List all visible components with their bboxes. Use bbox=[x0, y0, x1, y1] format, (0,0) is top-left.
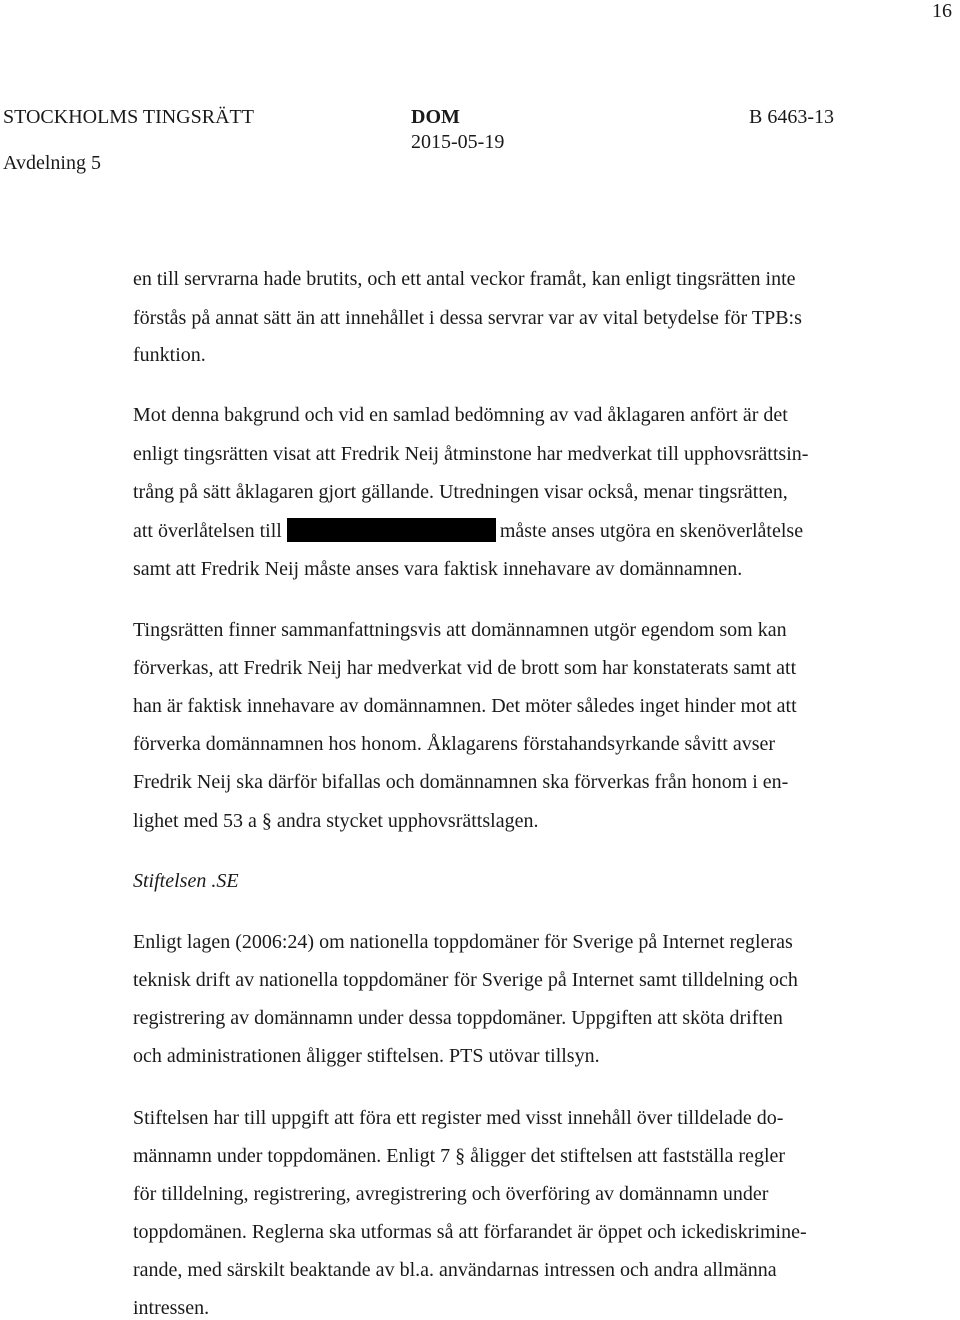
paragraph-line: förstås på annat sätt än att innehållet i dessa servrar var av vital betydelse för TPB:s bbox=[133, 307, 802, 329]
paragraph-line: Fredrik Neij ska därför bifallas och domännamnen ska förverkas från honom i en- bbox=[133, 771, 789, 793]
paragraph-line: trång på sätt åklagaren gjort gällande. Utredningen visar också, menar tingsrätten, bbox=[133, 481, 788, 503]
paragraph-line bbox=[133, 518, 803, 543]
paragraph-line: för tilldelning, registrering, avregistrering och överföring av domännamn under bbox=[133, 1183, 769, 1205]
paragraph-line: Mot denna bakgrund och vid en samlad bedömning av vad åklagaren anfört är det bbox=[133, 404, 788, 426]
paragraph-line: teknisk drift av nationella toppdomäner för Sverige på Internet samt tilldelning och bbox=[133, 969, 798, 991]
paragraph-line: förverka domännamnen hos honom. Åklagarens förstahandsyrkande såvitt avser bbox=[133, 733, 776, 755]
paragraph-line: enligt tingsrätten visat att Fredrik Neij åtminstone har medverkat till upphovsrättsin- bbox=[133, 443, 809, 465]
paragraph-line: funktion. bbox=[133, 344, 206, 366]
text-segment: att överlåtelsen till bbox=[133, 520, 282, 542]
paragraph-line: förverkas, att Fredrik Neij har medverkat vid de brott som har konstaterats samt att bbox=[133, 657, 797, 679]
page-number: 16 bbox=[932, 0, 952, 22]
case-number: B 6463-13 bbox=[749, 106, 834, 128]
section-heading: Stiftelsen .SE bbox=[133, 870, 239, 892]
court-name: STOCKHOLMS TINGSRÄTT bbox=[3, 106, 254, 128]
document-date: 2015-05-19 bbox=[411, 131, 505, 153]
division: Avdelning 5 bbox=[3, 152, 101, 174]
paragraph-line: männamn under toppdomänen. Enligt 7 § åligger det stiftelsen att fastställa regler bbox=[133, 1145, 786, 1167]
paragraph-line: och administrationen åligger stiftelsen. PTS utövar tillsyn. bbox=[133, 1045, 600, 1067]
paragraph-line: han är faktisk innehavare av domännamnen. Det möter således inget hinder mot att bbox=[133, 695, 797, 717]
paragraph-line: toppdomänen. Reglerna ska utformas så att förfarandet är öppet och ickediskrimine- bbox=[133, 1221, 807, 1243]
paragraph-line: Tingsrätten finner sammanfattningsvis att domännamnen utgör egendom som kan bbox=[133, 619, 787, 641]
paragraph-line: registrering av domännamn under dessa toppdomäner. Uppgiften att sköta driften bbox=[133, 1007, 783, 1029]
paragraph-line: Stiftelsen har till uppgift att föra ett register med visst innehåll över tilldelade do- bbox=[133, 1107, 784, 1129]
text-segment: måste anses utgöra en skenöverlåtelse bbox=[499, 520, 804, 542]
document-type: DOM bbox=[411, 106, 460, 128]
redaction-block bbox=[287, 518, 496, 542]
paragraph-line: rande, med särskilt beaktande av bl.a. användarnas intressen och andra allmänna bbox=[133, 1259, 777, 1281]
paragraph-line: Enligt lagen (2006:24) om nationella toppdomäner för Sverige på Internet regleras bbox=[133, 931, 793, 953]
paragraph-line: intressen. bbox=[133, 1297, 210, 1319]
paragraph-line: lighet med 53 a § andra stycket upphovsrättslagen. bbox=[133, 810, 539, 832]
paragraph-line: samt att Fredrik Neij måste anses vara faktisk innehavare av domännamnen. bbox=[133, 558, 743, 580]
paragraph-line: en till servrarna hade brutits, och ett antal veckor framåt, kan enligt tingsrätten inte bbox=[133, 268, 796, 290]
